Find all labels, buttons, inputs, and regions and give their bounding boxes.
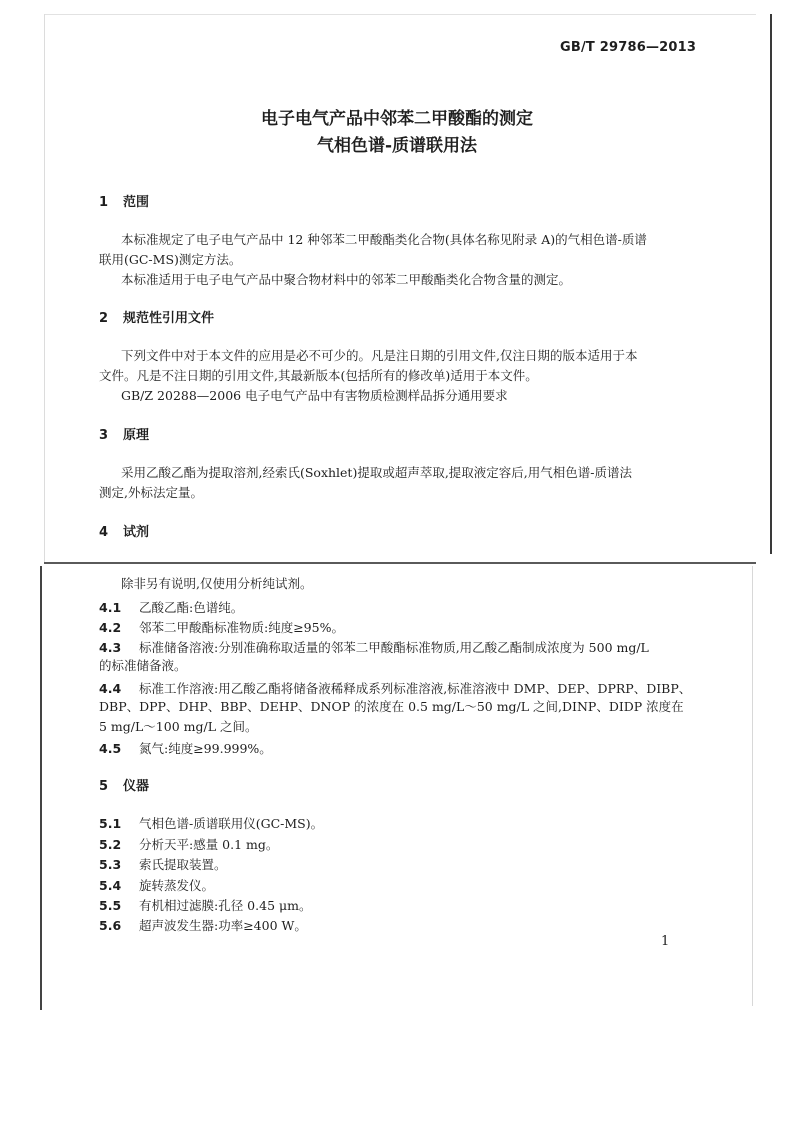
scan-edge [770,14,772,554]
paragraph-line: 文件。凡是不注日期的引用文件,其最新版本(包括所有的修改单)适用于本文件。 [99,368,538,383]
document-subtitle: 气相色谱-质谱联用法 [316,136,478,156]
list-item-continuation: 的标准储备液。 [99,658,187,673]
paragraph-line: 下列文件中对于本文件的应用是必不可少的。凡是注日期的引用文件,仅注日期的版本适用于本 [121,348,638,363]
list-item-continuation: DBP、DPP、DHP、BBP、DEHP、DNOP 的浓度在 0.5 mg/L～50 mg/L 之间,DINP、DIDP 浓度在 [99,699,684,714]
page-number: 1 [661,934,670,949]
normative-reference: GB/Z 20288—2006 电子电气产品中有害物质检测样品拆分通用要求 [121,388,508,403]
section-title: 范围 [123,195,150,210]
scan-edge [752,566,753,1006]
paragraph-line: 本标准适用于电子电气产品中聚合物材料中的邻苯二甲酸酯类化合物含量的测定。 [121,272,572,287]
section-number: 2 [99,311,109,326]
section-title: 试剂 [123,525,150,540]
list-item: 5.5 有机相过滤膜:孔径 0.45 μm。 [99,898,312,913]
scan-edge [44,14,45,562]
section-title: 仪器 [123,779,150,794]
scan-edge [44,14,756,15]
list-item: 5.6 超声波发生器:功率≥400 W。 [99,918,307,933]
scan-edge [40,566,42,1010]
list-item: 4.4 标准工作溶液:用乙酸乙酯将储备液稀释成系列标准溶液,标准溶液中 DMP、DEP、DPRP、DIBP、 [99,681,692,696]
paragraph-line: 本标准规定了电子电气产品中 12 种邻苯二甲酸酯类化合物(具体名称见附录 A)的气相色谱-质谱 [121,232,647,247]
section-number: 5 [99,779,109,794]
list-item: 4.3 标准储备溶液:分别准确称取适量的邻苯二甲酸酯标准物质,用乙酸乙酯制成浓度为 500 mg/L [99,640,649,655]
scan-seam [44,562,756,564]
paragraph-line: 测定,外标法定量。 [99,485,203,500]
paragraph-line: 除非另有说明,仅使用分析纯试剂。 [121,576,313,591]
paragraph-line: 采用乙酸乙酯为提取溶剂,经索氏(Soxhlet)提取或超声萃取,提取液定容后,用气相色谱-质谱法 [121,465,633,480]
list-item: 4.1 乙酸乙酯:色谱纯。 [99,600,244,615]
section-title: 规范性引用文件 [123,311,215,326]
list-item-continuation: 5 mg/L～100 mg/L 之间。 [99,719,258,734]
list-item: 5.2 分析天平:感量 0.1 mg。 [99,837,279,852]
section-heading-reagents [99,521,149,540]
list-item: 4.5 氮气:纯度≥99.999%。 [99,741,272,756]
paragraph-line: 联用(GC-MS)测定方法。 [99,252,242,267]
section-number: 1 [99,195,109,210]
section-heading-references [99,307,214,326]
section-heading-apparatus [99,775,149,794]
section-heading-scope [99,191,149,210]
section-heading-principle [99,424,149,443]
list-item: 4.2 邻苯二甲酸酯标准物质:纯度≥95%。 [99,620,344,635]
list-item: 5.3 索氏提取装置。 [99,857,227,872]
standard-code: GB/T 29786—2013 [560,40,697,55]
section-title: 原理 [123,428,150,443]
document-title: 电子电气产品中邻苯二甲酸酯的测定 [261,109,533,129]
list-item: 5.1 气相色谱-质谱联用仪(GC-MS)。 [99,816,324,831]
section-number: 3 [99,428,109,443]
list-item: 5.4 旋转蒸发仪。 [99,878,215,893]
section-number: 4 [99,525,109,540]
